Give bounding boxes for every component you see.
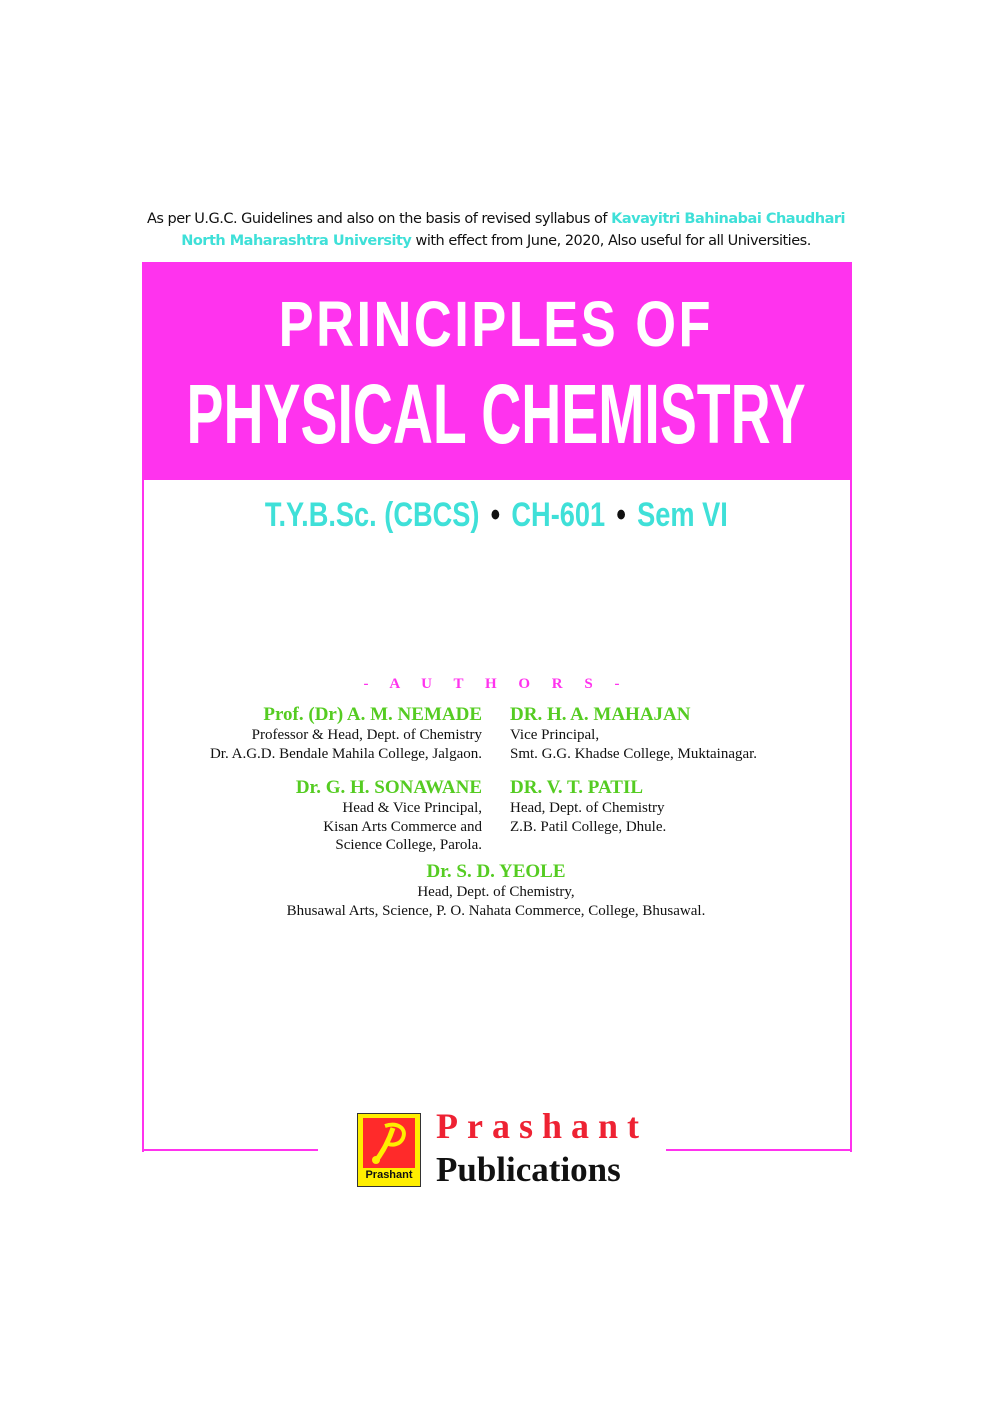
authors-heading: - A U T H O R S - <box>363 676 629 692</box>
notice-line-2 <box>0 230 992 252</box>
author-block <box>142 861 850 920</box>
course-program: T.Y.B.Sc. (CBCS) <box>264 496 480 534</box>
title-line1-row <box>0 288 992 360</box>
author-name: Dr. G. H. SONAWANE <box>295 777 482 798</box>
bullet-separator: • <box>616 496 626 534</box>
author-name: DR. H. A. MAHAJAN <box>510 704 691 725</box>
author-affiliation: Professor & Head, Dept. of Chemistry <box>251 727 482 743</box>
notice-line-1 <box>0 208 992 230</box>
author-name: DR. V. T. PATIL <box>510 777 644 798</box>
course-code: CH-601 <box>511 496 605 534</box>
publisher-logo <box>357 1113 421 1187</box>
course-info-text <box>265 494 728 536</box>
university-name: Kavayitri Bahinabai Chaudhari <box>611 211 846 227</box>
title-line2-row <box>0 368 992 460</box>
author-block <box>510 704 757 763</box>
author-affiliation: Head & Vice Principal, <box>342 800 482 816</box>
university-name-cont: North Maharashtra University <box>181 233 412 249</box>
title-line1: PRINCIPLES OF <box>278 288 714 360</box>
logo-text: Prashant <box>365 1169 413 1181</box>
author-name: Dr. S. D. YEOLE <box>426 861 566 882</box>
author-block <box>210 704 482 763</box>
author-affiliation: Dr. A.G.D. Bendale Mahila College, Jalgaon. <box>209 745 482 762</box>
author-affiliation: Head, Dept. of Chemistry, <box>417 884 575 900</box>
author-affiliation: Vice Principal, <box>510 727 600 743</box>
logo-p-icon <box>363 1118 415 1168</box>
author-name: Prof. (Dr) A. M. NEMADE <box>263 704 482 725</box>
author-affiliation: Smt. G.G. Khadse College, Muktainagar. <box>510 745 758 762</box>
publisher-name: Prashant <box>436 1106 649 1146</box>
course-semester: Sem VI <box>636 496 728 534</box>
frame-bottom-right <box>666 1149 850 1151</box>
frame-bottom-left <box>142 1149 318 1151</box>
author-affiliation: Science College, Parola. <box>335 837 482 853</box>
author-block <box>510 777 666 836</box>
publisher-name-line2: Publications <box>436 1150 621 1189</box>
notice-text: As per U.G.C. Guidelines and also on the basis of revised syllabus of <box>146 211 612 227</box>
author-affiliation: Bhusawal Arts, Science, P. O. Nahata Commerce, College, Bhusawal. <box>286 902 706 919</box>
author-block <box>296 777 482 855</box>
author-affiliation: Head, Dept. of Chemistry <box>510 800 665 816</box>
notice-text-2: with effect from June, 2020, Also useful for all Universities. <box>411 233 811 249</box>
author-affiliation: Kisan Arts Commerce and <box>323 818 482 835</box>
course-info <box>0 494 992 536</box>
title-line2: PHYSICAL CHEMISTRY <box>186 367 806 461</box>
bullet-separator: • <box>490 496 500 534</box>
author-affiliation: Z.B. Patil College, Dhule. <box>510 818 667 835</box>
syllabus-notice <box>0 208 992 252</box>
